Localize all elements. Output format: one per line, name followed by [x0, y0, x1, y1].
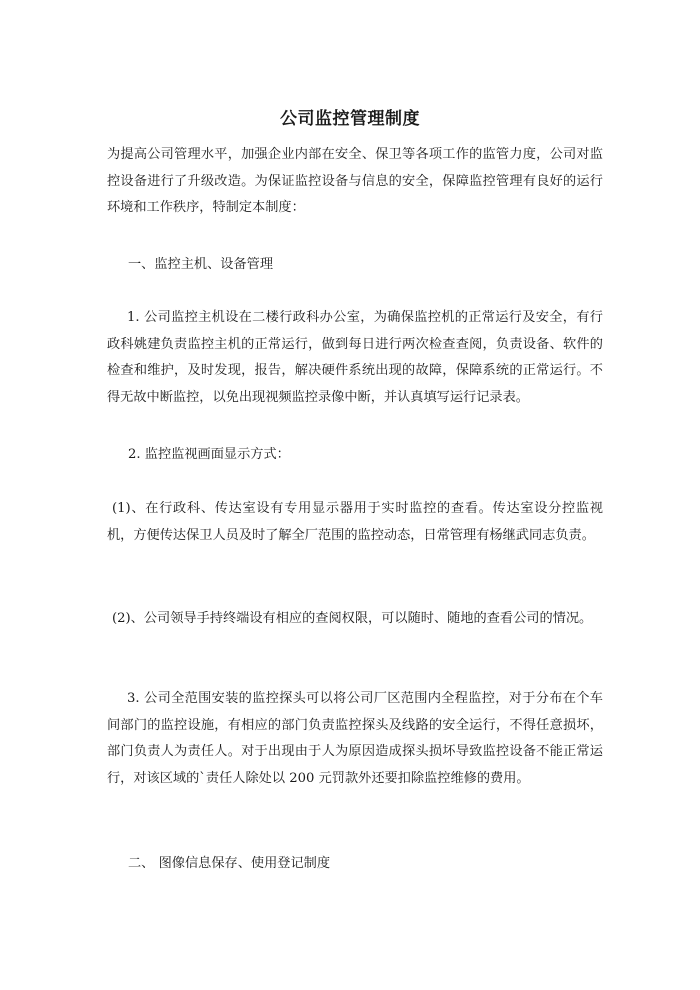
item-2-sub-2-paragraph: (2)、公司领导手持终端设有相应的查阅权限，可以随时、随地的查看公司的情况。 [112, 611, 593, 626]
section-1-heading: 一、监控主机、设备管理 [128, 257, 274, 272]
section-2-heading: 二、 图像信息保存、使用登记制度 [128, 856, 331, 871]
item-1-paragraph: 1. 公司监控主机设在二楼行政科办公室，为确保监控机的正常运行及安全，有行政科姚建负责监控主机的正常运行，做到每日进行两次检查查阅，负责设备、软件的检查和维护，及时发现，报告，解决硬件系统出现的故障，保障系统的正常运行。不得无故中断监控，以免出现视频监控录像中断，并认真填写运行记录表。 [107, 310, 603, 405]
item-2-heading: 2. 监控监视画面显示方式： [128, 447, 290, 462]
document-title: 公司监控管理制度 [280, 109, 420, 129]
intro-paragraph: 为提高公司管理水平，加强企业内部在安全、保卫等各项工作的监管力度，公司对监控设备进行了升级改造。为保证监控设备与信息的安全，保障监控管理有良好的运行环境和工作秩序，特制定本制度： [107, 147, 603, 216]
item-2-sub-1-paragraph: (1)、在行政科、传达室设有专用显示器用于实时监控的查看。传达室设分控监视机，方便传达保卫人员及时了解全厂范围的监控动态，日常管理有杨继武同志负责。 [107, 501, 603, 543]
item-3-paragraph: 3. 公司全范围安装的监控探头可以将公司厂区范围内全程监控，对于分布在个车间部门的监控设施，有相应的部门负责监控探头及线路的安全运行，不得任意损坏，部门负责人为责任人。对于出现由于人为原因造成探头损坏导致监控设备不能正常运行，对该区域的`责任人除处以 200 元罚款外还要扣除监控维修的费用。 [107, 691, 603, 786]
